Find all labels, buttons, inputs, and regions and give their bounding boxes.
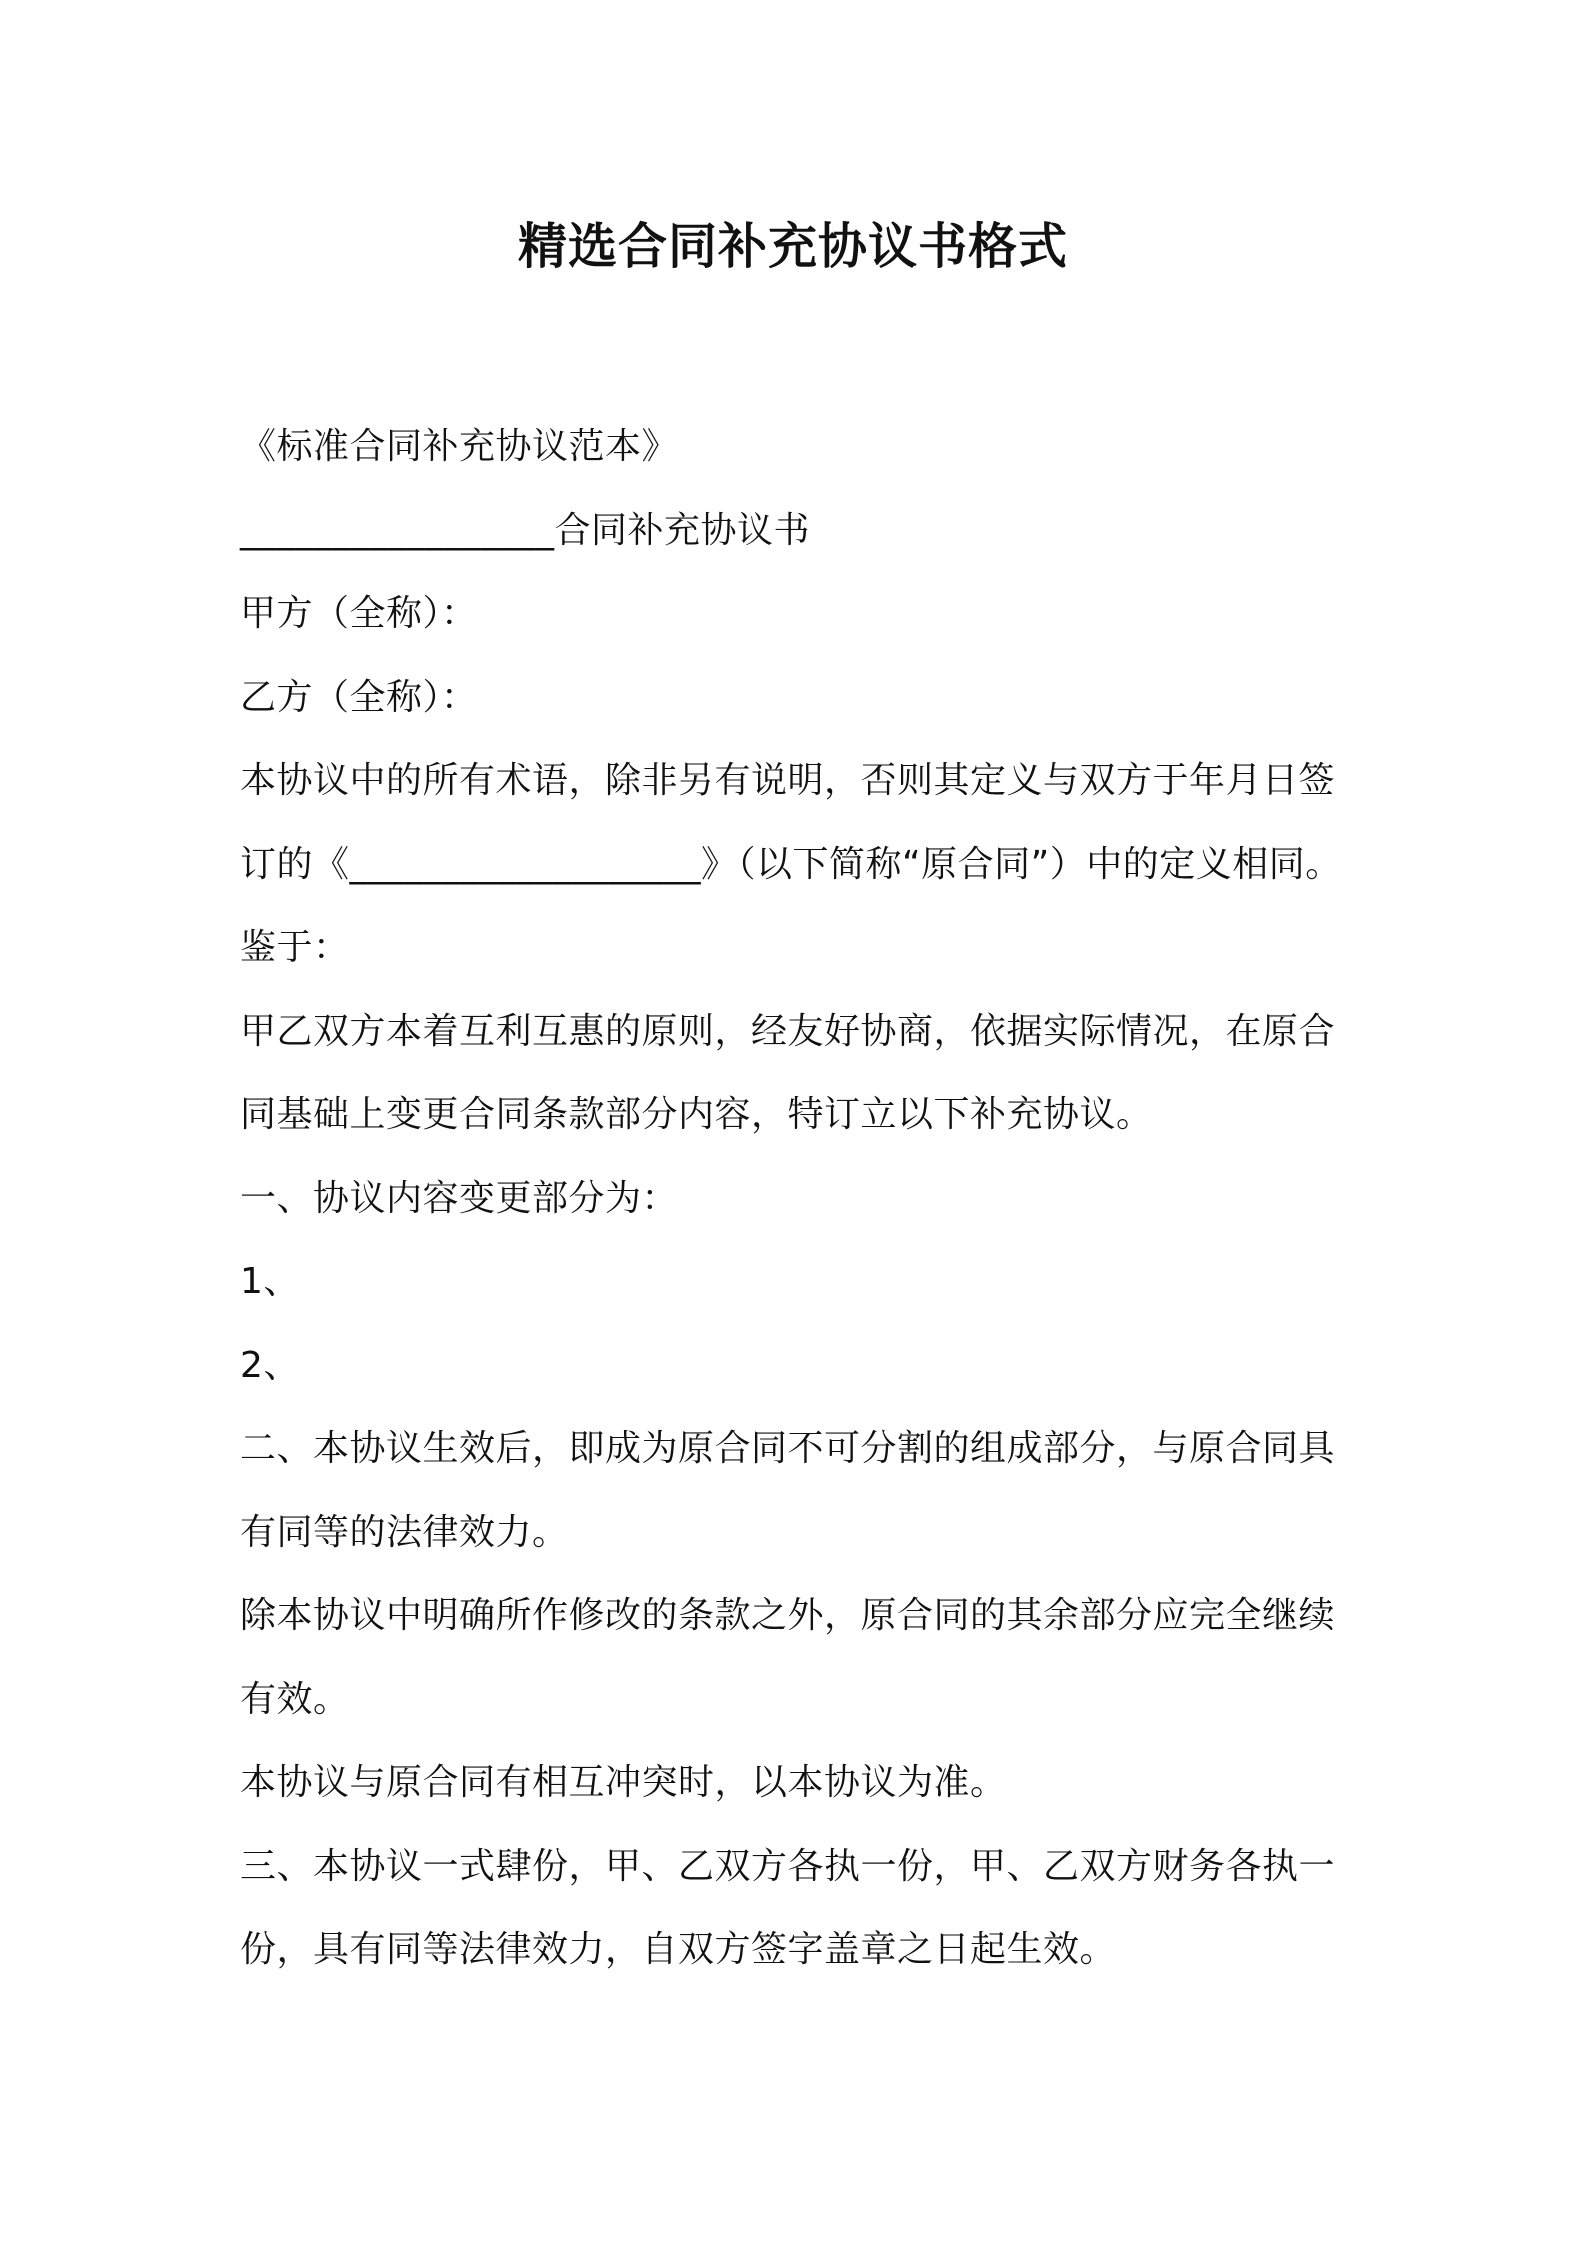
remaining-terms-line: 除本协议中明确所作修改的条款之外，原合同的其余部分应完全继续 [240,1595,1336,1636]
clause-one-item: 1、 [240,1261,300,1302]
agreement-name-line: _________________合同补充协议书 [240,509,811,551]
recital-paragraph-line: 同基础上变更合同条款部分内容，特订立以下补充协议。 [240,1094,1153,1135]
whereas-heading: 鉴于： [240,927,350,968]
recital-paragraph-line: 甲乙双方本着互利互惠的原则，经友好协商，依据实际情况，在原合 [240,1010,1336,1052]
document-title: 精选合同补充协议书格式 [517,218,1068,275]
template-heading: 《标准合同补充协议范本》 [240,426,679,467]
clause-two-line: 二、本协议生效后，即成为原合同不可分割的组成部分，与原合同具 [240,1428,1336,1469]
party-b-line: 乙方（全称）： [240,676,478,718]
clause-three-line: 三、本协议一式肆份，甲、乙双方各执一份，甲、乙双方财务各执一 [240,1845,1336,1887]
party-a-line: 甲方（全称）： [240,593,478,634]
conflict-rule-line: 本协议与原合同有相互冲突时，以本协议为准。 [240,1762,1007,1803]
document-body [240,405,1360,1992]
clause-three-line: 份，具有同等法律效力，自双方签字盖章之日起生效。 [240,1929,1117,1970]
definition-paragraph-line: 本协议中的所有术语，除非另有说明，否则其定义与双方于年月日签 [240,760,1336,801]
clause-one-heading: 一、协议内容变更部分为： [240,1177,679,1219]
definition-paragraph-line: 订的《___________________》（以下简称“原合同”）中的定义相同。 [240,843,1342,885]
clause-two-line: 有同等的法律效力。 [240,1511,569,1553]
clause-one-item: 2、 [240,1344,300,1386]
remaining-terms-line: 有效。 [240,1678,350,1720]
